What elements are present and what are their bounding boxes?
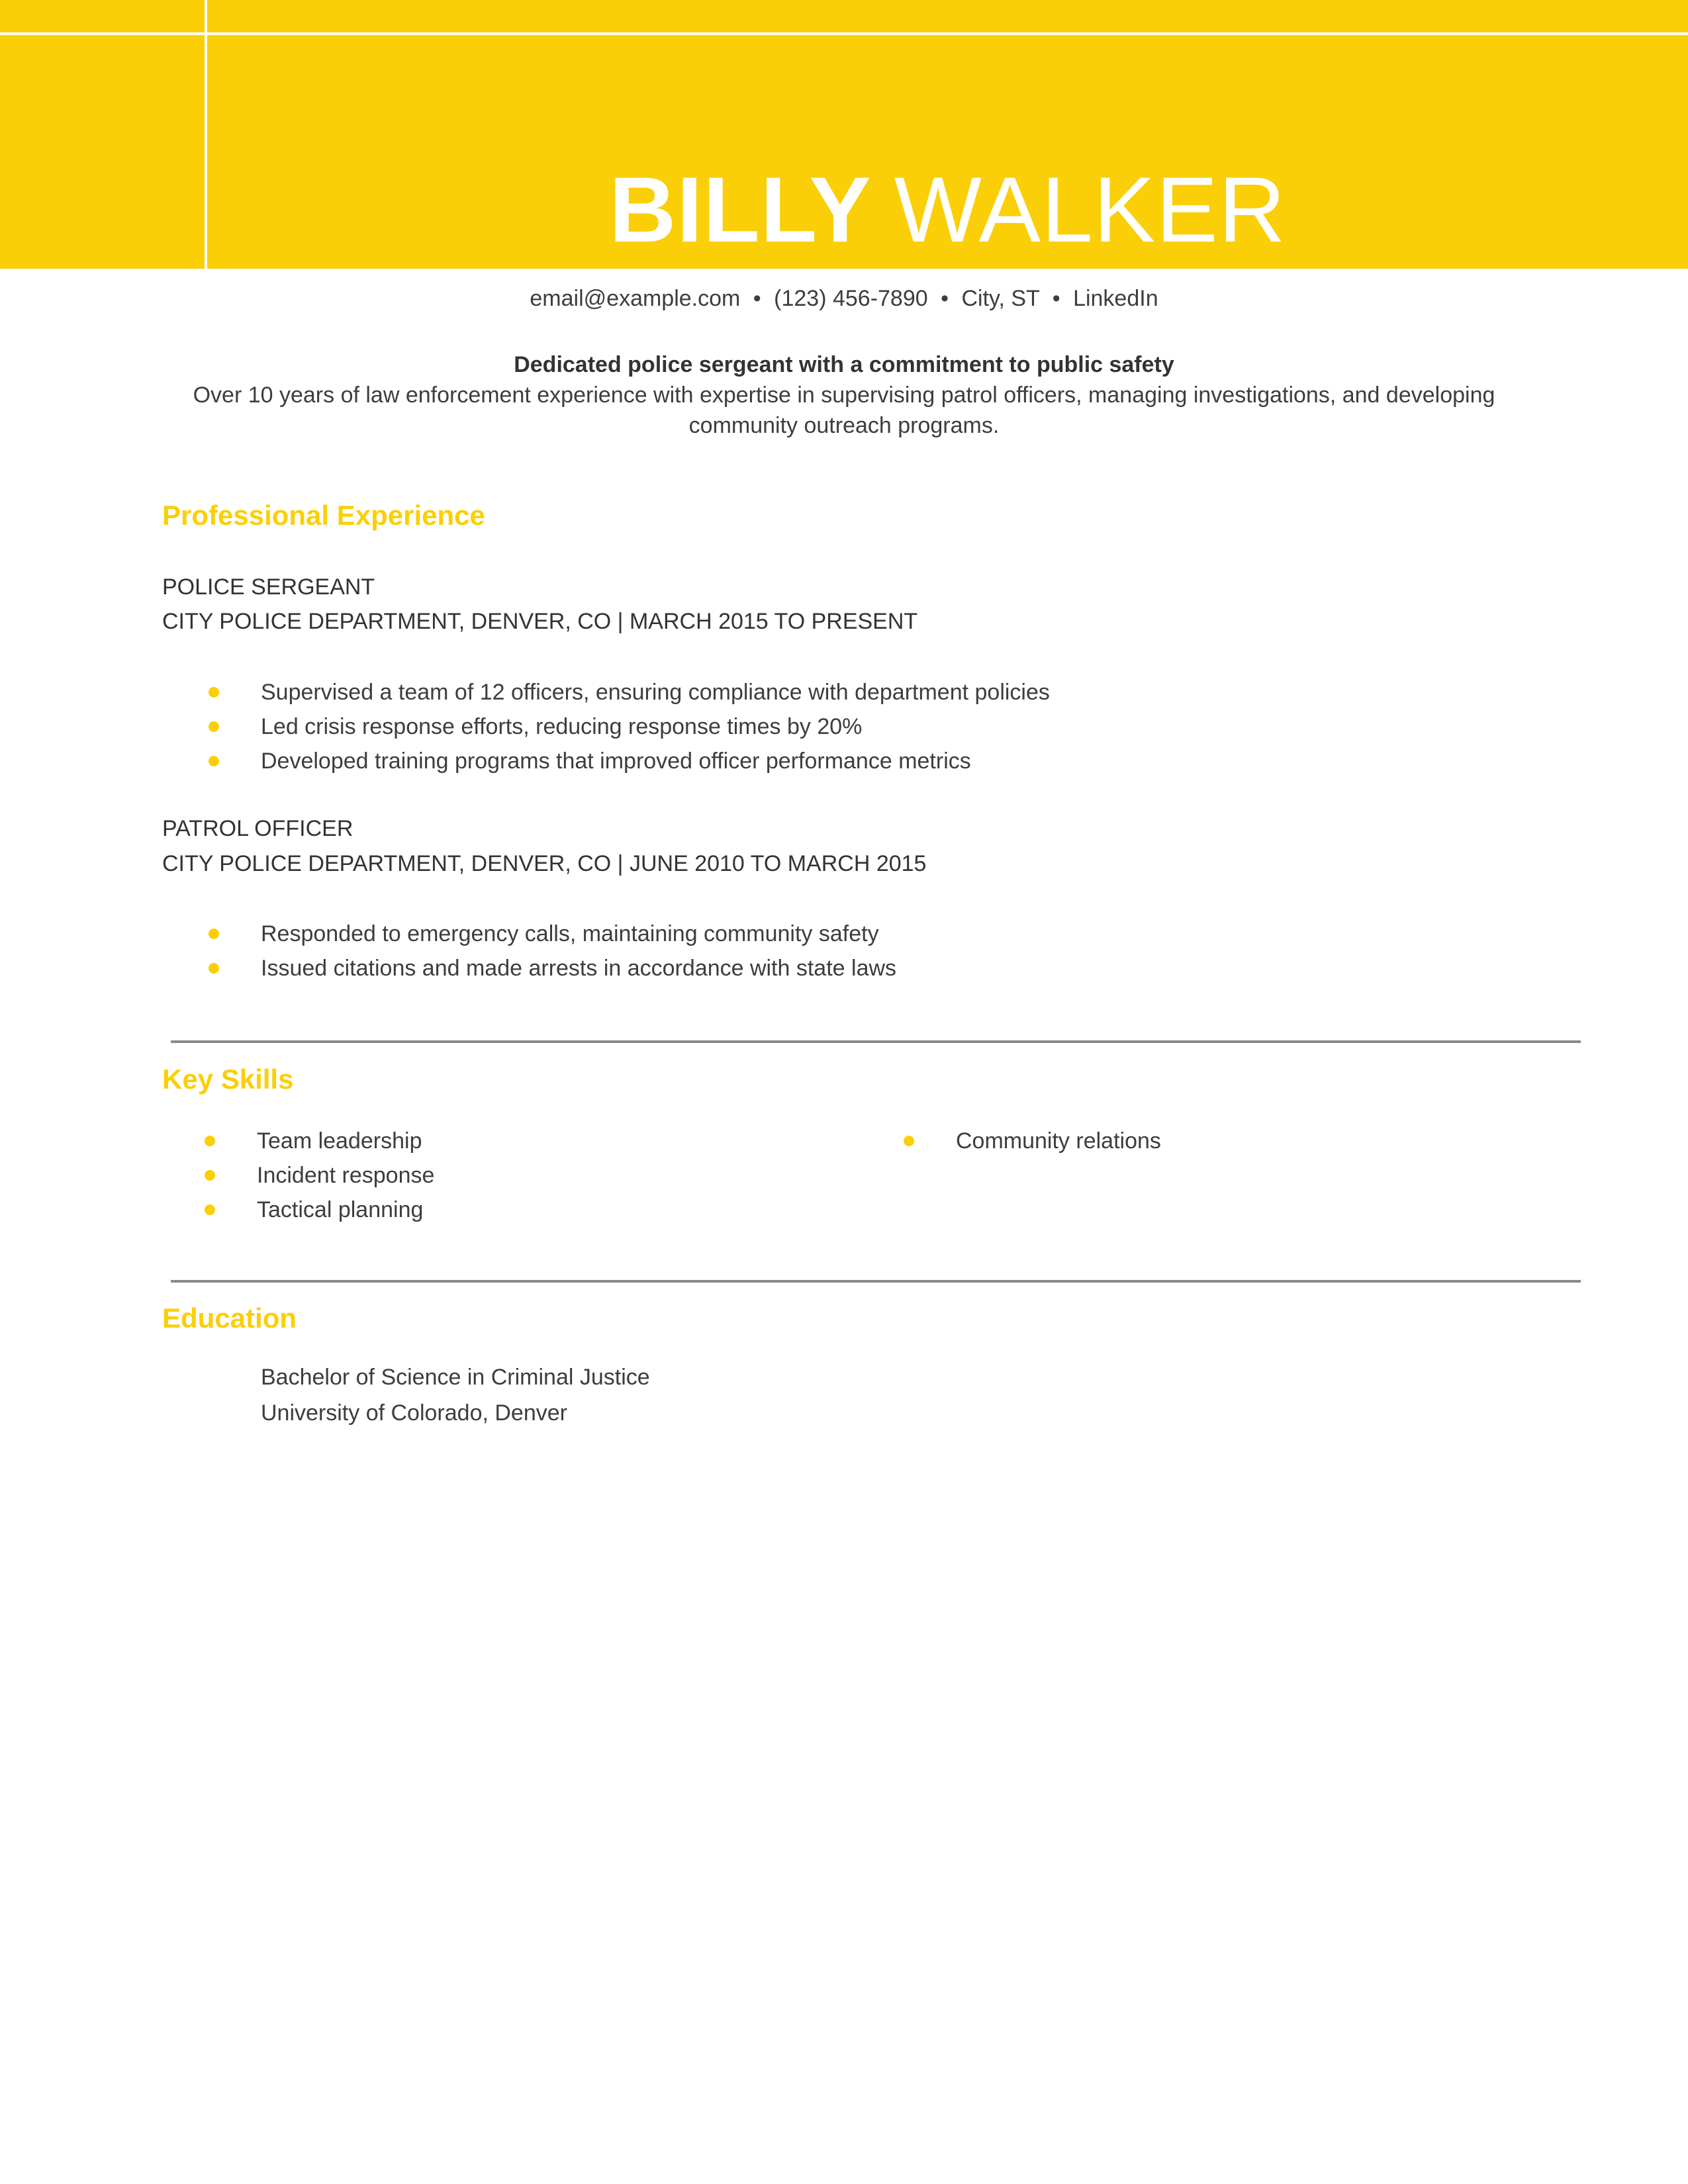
bullet-icon	[209, 721, 219, 732]
bullet-text: Issued citations and made arrests in accordance with state laws	[261, 956, 897, 981]
bullet-icon	[205, 1170, 215, 1181]
last-name: WALKER	[894, 158, 1286, 261]
list-item	[257, 1193, 434, 1227]
first-name: BILLY	[609, 158, 872, 261]
contact-location: City, ST	[961, 286, 1040, 311]
bullet-icon	[205, 1205, 215, 1215]
list-item	[261, 709, 1050, 744]
bullet-icon	[904, 1136, 914, 1146]
contact-separator: •	[753, 286, 761, 311]
skill-text: Incident response	[257, 1163, 435, 1188]
list-item	[956, 1124, 1161, 1158]
candidate-name	[207, 154, 1688, 266]
contact-linkedin-link[interactable]: LinkedIn	[1073, 286, 1158, 311]
list-item	[261, 951, 896, 985]
section-divider	[171, 1280, 1581, 1283]
job-employer-dates: CITY POLICE DEPARTMENT, DENVER, CO | JUNE 2010 TO MARCH 2015	[162, 851, 927, 876]
list-item	[261, 917, 896, 951]
education-heading: Education	[162, 1302, 297, 1334]
job-bullet-list	[261, 917, 896, 985]
header-decorative-horizontal-line	[0, 32, 1688, 35]
bullet-text: Developed training programs that improved officer performance metrics	[261, 749, 971, 774]
section-divider	[171, 1040, 1581, 1043]
summary-headline: Dedicated police sergeant with a commitment to public safety	[514, 352, 1174, 377]
header-banner	[0, 0, 1688, 269]
bullet-text: Led crisis response efforts, reducing response times by 20%	[261, 714, 863, 739]
skills-list-right	[956, 1124, 1161, 1158]
education-degree: Bachelor of Science in Criminal Justice	[261, 1365, 650, 1390]
job-title: POLICE SERGEANT	[162, 574, 375, 600]
bullet-icon	[209, 687, 219, 698]
contact-phone: (123) 456-7890	[774, 286, 928, 311]
list-item	[257, 1158, 434, 1193]
bullet-icon	[209, 963, 219, 974]
skill-text: Community relations	[956, 1128, 1161, 1154]
bullet-icon	[209, 929, 219, 939]
bullet-text: Supervised a team of 12 officers, ensuring compliance with department policies	[261, 680, 1050, 705]
list-item	[261, 675, 1050, 709]
bullet-icon	[209, 756, 219, 766]
job-bullet-list	[261, 675, 1050, 778]
list-item	[261, 744, 1050, 778]
education-school: University of Colorado, Denver	[261, 1400, 567, 1426]
contact-email[interactable]: email@example.com	[530, 286, 741, 311]
skill-text: Tactical planning	[257, 1197, 424, 1222]
job-title: PATROL OFFICER	[162, 816, 353, 841]
experience-heading: Professional Experience	[162, 500, 485, 531]
skill-text: Team leadership	[257, 1128, 422, 1154]
list-item	[257, 1124, 434, 1158]
skills-list-left	[257, 1124, 434, 1227]
skills-heading: Key Skills	[162, 1064, 294, 1095]
summary-text: Over 10 years of law enforcement experience with expertise in supervising patrol officers, managing investigations, and developing community outreach programs.	[193, 383, 1495, 438]
job-employer-dates: CITY POLICE DEPARTMENT, DENVER, CO | MARCH 2015 TO PRESENT	[162, 609, 918, 634]
bullet-text: Responded to emergency calls, maintaining community safety	[261, 921, 879, 946]
contact-separator: •	[1052, 286, 1060, 311]
bullet-icon	[205, 1136, 215, 1146]
contact-info	[0, 283, 1688, 314]
contact-separator: •	[941, 286, 949, 311]
